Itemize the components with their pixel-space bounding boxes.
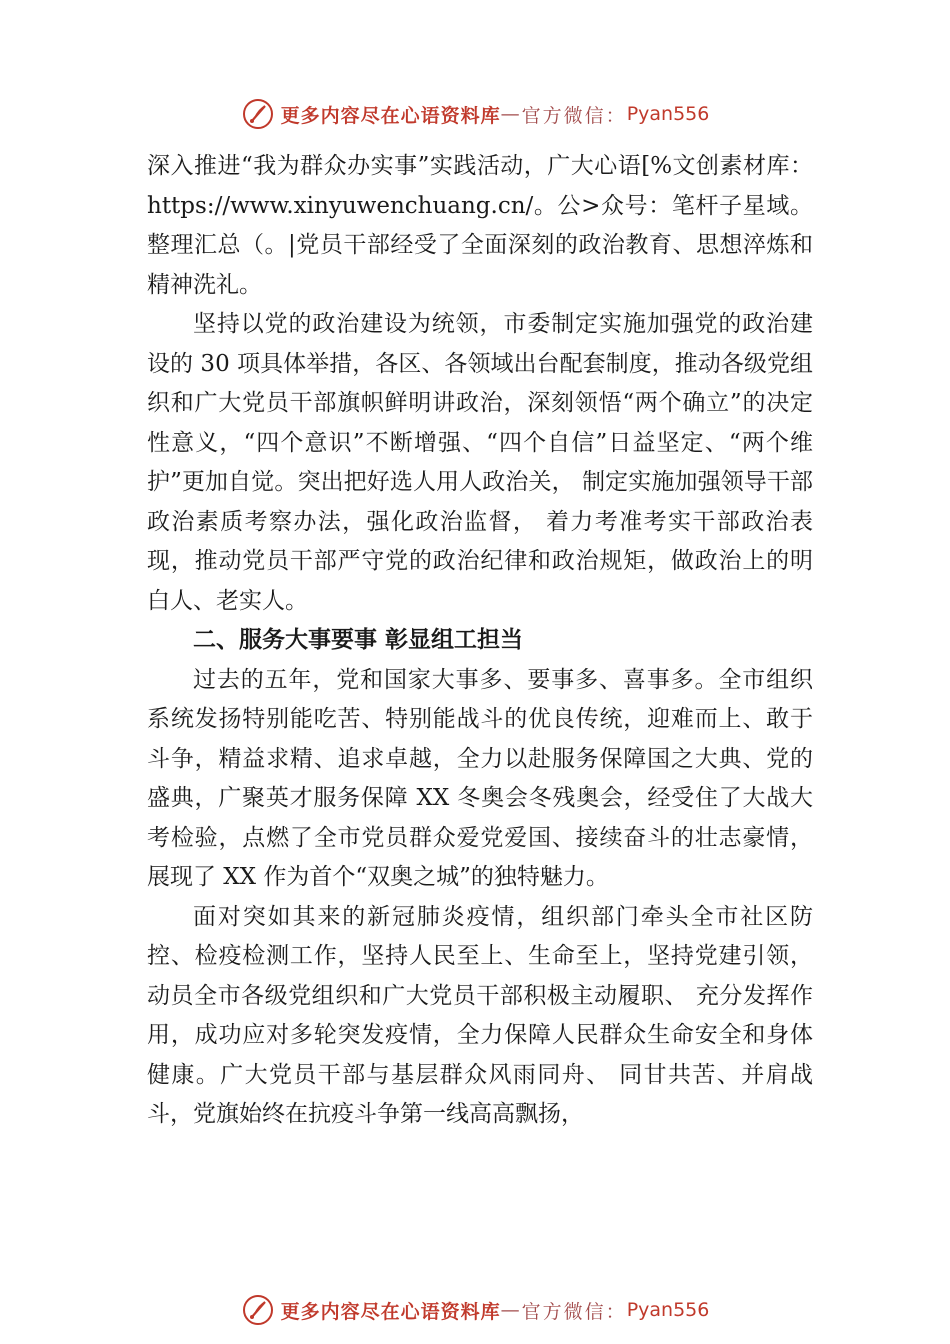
quill-logo-icon xyxy=(241,97,275,131)
document-body xyxy=(147,147,813,1135)
banner-title: 更多内容尽在心语资料库 xyxy=(280,1300,501,1323)
banner-subtitle: 官方微信： xyxy=(521,1300,627,1323)
paragraph: 深入推进“我为群众办实事”实践活动，广大心语[%文创素材库：https://www.xinyuwenchuang.cn/。公>众号：笔杆子星域。整理汇总（。|党员干部经受了全面深刻的政治教育、思想淬炼和精神洗礼。 xyxy=(147,153,813,298)
footer-banner xyxy=(0,1290,950,1330)
banner-dash: — xyxy=(500,1299,522,1321)
banner-wechat-id: Pyan556 xyxy=(626,1299,710,1321)
paragraph: 面对突如其来的新冠肺炎疫情，组织部门牵头全市社区防控、检疫检测工作，坚持人民至上、生命至上，坚持党建引领，动员全市各级党组织和广大党员干部积极主动履职、 充分发挥作用，成功应对多轮突发疫情，全力保障人民群众生命安全和身体健康。广大党员干部与基层群众风雨同舟、 同甘共苦、并肩战斗，党旗始终在抗疫斗争第一线高高飘扬， xyxy=(147,903,813,1127)
paragraph: 过去的五年，党和国家大事多、要事多、喜事多。全市组织系统发扬特别能吃苦、特别能战斗的优良传统，迎难而上、敢于斗争，精益求精、追求卓越，全力以赴服务保障国之大典、党的盛典，广聚英才服务保障 XX 冬奥会冬残奥会，经受住了大战大考检验，点燃了全市党员群众爱党爱国、接续奋斗的壮志豪情，展现了 XX 作为首个“双奥之城”的独特魅力。 xyxy=(147,666,813,890)
banner-subtitle: 官方微信： xyxy=(521,104,627,127)
section-heading: 二、服务大事要事 彰显组工担当 xyxy=(193,627,524,653)
quill-logo-icon xyxy=(241,1293,275,1327)
banner-title: 更多内容尽在心语资料库 xyxy=(280,104,501,127)
paragraph: 坚持以党的政治建设为统领，市委制定实施加强党的政治建设的 30 项具体举措，各区、各领域出台配套制度，推动各级党组织和广大党员干部旗帜鲜明讲政治，深刻领悟“两个确立”的决定性意义，“四个意识”不断增强、“四个自信”日益坚定、“两个维护”更加自觉。突出把好选人用人政治关， 制定实施加强领导干部政治素质考察办法，强化政治监督， 着力考准考实干部政治表现，推动党员干部严守党的政治纪律和政治规矩，做政治上的明白人、老实人。 xyxy=(147,311,813,614)
header-banner xyxy=(0,94,950,134)
banner-dash: — xyxy=(500,103,522,125)
banner-wechat-id: Pyan556 xyxy=(626,103,710,125)
